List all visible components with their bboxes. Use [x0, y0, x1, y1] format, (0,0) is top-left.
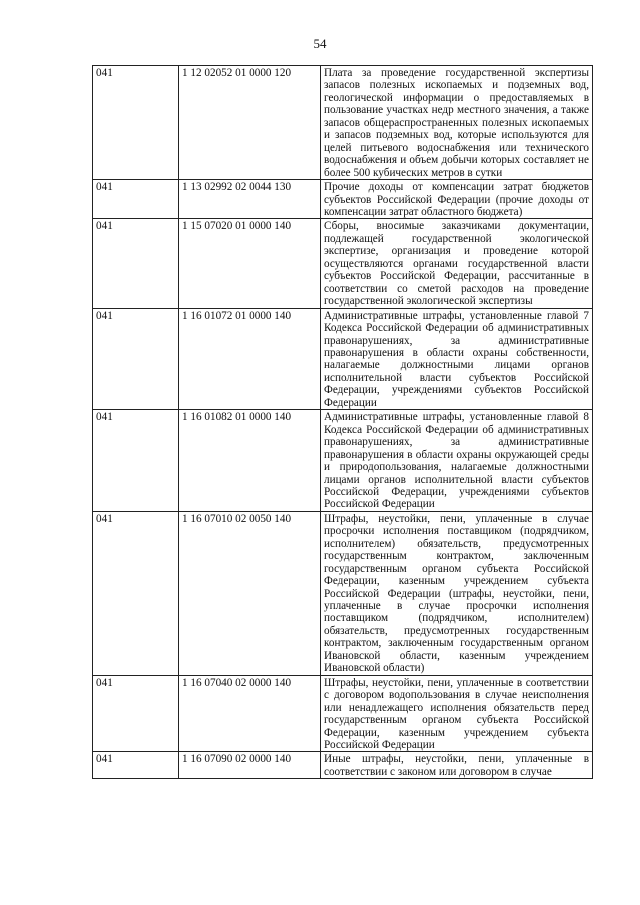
- admin-code-cell: 041: [93, 675, 179, 752]
- table-row: [93, 752, 593, 779]
- kbk-code-cell: 1 16 01072 01 0000 140: [179, 308, 321, 410]
- table-row: [93, 308, 593, 410]
- description-cell: Штрафы, неустойки, пени, уплаченные в случае просрочки исполнения поставщиком (подрядчиком, исполнителем) обязательств, предусмотренных государственным контрактом, заключенным государственным органом субъекта Российской Федерации, казенным учреждением субъекта Российской Федерации (штрафы, неустойки, пени, уплаченные в случае просрочки исполнения поставщиком (подрядчиком, исполнителем) обязательств, предусмотренных государственным контрактом, заключенным государственным органом Ивановской области, казенным учреждением Ивановской области): [321, 511, 593, 675]
- table-row: [93, 410, 593, 512]
- description-cell: Административные штрафы, установленные главой 8 Кодекса Российской Федерации об административных правонарушениях, за административные правонарушения в области охраны окружающей среды и природопользования, налагаемые должностными лицами органов исполнительной власти субъектов Российской Федерации, учреждениями субъектов Российской Федерации: [321, 410, 593, 512]
- kbk-code-cell: 1 16 07010 02 0050 140: [179, 511, 321, 675]
- table-row: [93, 511, 593, 675]
- description-cell: Штрафы, неустойки, пени, уплаченные в соответствии с договором водопользования в случае неисполнения или ненадлежащего исполнения обязательств перед государственным органом субъекта Российской Федерации, казенным учреждением субъекта Российской Федерации: [321, 675, 593, 752]
- kbk-code-cell: 1 16 07090 02 0000 140: [179, 752, 321, 779]
- admin-code-cell: 041: [93, 66, 179, 180]
- table-body: [93, 66, 593, 779]
- description-cell: Иные штрафы, неустойки, пени, уплаченные в соответствии с законом или договором в случае: [321, 752, 593, 779]
- kbk-code-cell: 1 15 07020 01 0000 140: [179, 219, 321, 308]
- kbk-code-cell: 1 16 01082 01 0000 140: [179, 410, 321, 512]
- admin-code-cell: 041: [93, 410, 179, 512]
- kbk-code-cell: 1 13 02992 02 0044 130: [179, 180, 321, 219]
- kbk-code-cell: 1 16 07040 02 0000 140: [179, 675, 321, 752]
- kbk-code-cell: 1 12 02052 01 0000 120: [179, 66, 321, 180]
- admin-code-cell: 041: [93, 511, 179, 675]
- revenue-codes-table: [92, 65, 593, 779]
- table-row: [93, 66, 593, 180]
- admin-code-cell: 041: [93, 180, 179, 219]
- admin-code-cell: 041: [93, 308, 179, 410]
- admin-code-cell: 041: [93, 752, 179, 779]
- table-row: [93, 180, 593, 219]
- page-number: 54: [313, 36, 327, 51]
- table-row: [93, 219, 593, 308]
- description-cell: Плата за проведение государственной экспертизы запасов полезных ископаемых и подземных вод, геологической информации о предоставляемых в пользование участках недр местного значения, а также запасов общераспространенных полезных ископаемых и запасов подземных вод, которые используются для целей питьевого водоснабжения или технического водоснабжения и объем добычи которых составляет не более 500 кубических метров в сутки: [321, 66, 593, 180]
- table-row: [93, 675, 593, 752]
- description-cell: Прочие доходы от компенсации затрат бюджетов субъектов Российской Федерации (прочие доходы от компенсации затрат областного бюджета): [321, 180, 593, 219]
- description-cell: Сборы, вносимые заказчиками документации, подлежащей государственной экологической экспертизе, организация и проведение которой осуществляются органами государственной власти субъектов Российской Федерации, рассчитанные в соответствии со сметой расходов на проведение государственной экологической экспертизы: [321, 219, 593, 308]
- admin-code-cell: 041: [93, 219, 179, 308]
- description-cell: Административные штрафы, установленные главой 7 Кодекса Российской Федерации об административных правонарушениях, за административные правонарушения в области охраны собственности, налагаемые должностными лицами органов исполнительной власти субъектов Российской Федерации, учреждениями субъектов Российской Федерации: [321, 308, 593, 410]
